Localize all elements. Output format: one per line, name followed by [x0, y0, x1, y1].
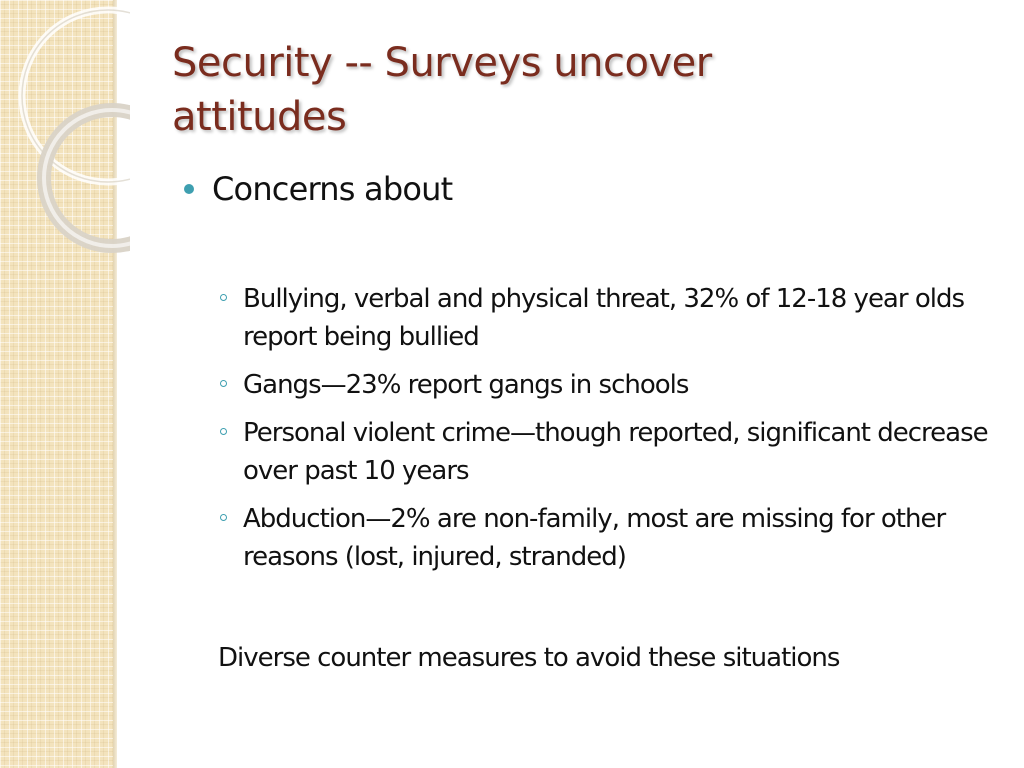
slide-title — [172, 36, 992, 144]
sub-bullet-item — [214, 500, 994, 576]
slide-title-line-1: Security -- Surveys uncover — [172, 40, 712, 86]
closing-statement: Diverse counter measures to avoid these situations — [218, 643, 840, 673]
sub-bullet-text: Personal violent crime—though reported, significant decrease over past 10 years — [243, 418, 988, 486]
ring-bullet-icon — [220, 380, 227, 387]
sub-bullet-list — [214, 280, 994, 586]
sub-bullet-item — [214, 366, 994, 404]
slide-title-line-2: attitudes — [172, 94, 347, 140]
sub-bullet-text: Bullying, verbal and physical threat, 32% of 12-18 year olds report being bullied — [243, 284, 965, 352]
ring-bullet-icon — [220, 514, 227, 521]
sub-bullet-text: Abduction—2% are non-family, most are missing for other reasons (lost, injured, stranded) — [243, 504, 946, 572]
level1-bullet-text: Concerns about — [212, 170, 453, 208]
sub-bullet-text: Gangs—23% report gangs in schools — [243, 370, 689, 400]
level1-bullet — [184, 170, 984, 208]
sub-bullet-item — [214, 414, 994, 490]
ring-bullet-icon — [220, 294, 227, 301]
decorative-circles-icon — [0, 0, 130, 260]
sub-bullet-item — [214, 280, 994, 356]
ring-bullet-icon — [220, 428, 227, 435]
bullet-dot-icon — [184, 184, 194, 194]
